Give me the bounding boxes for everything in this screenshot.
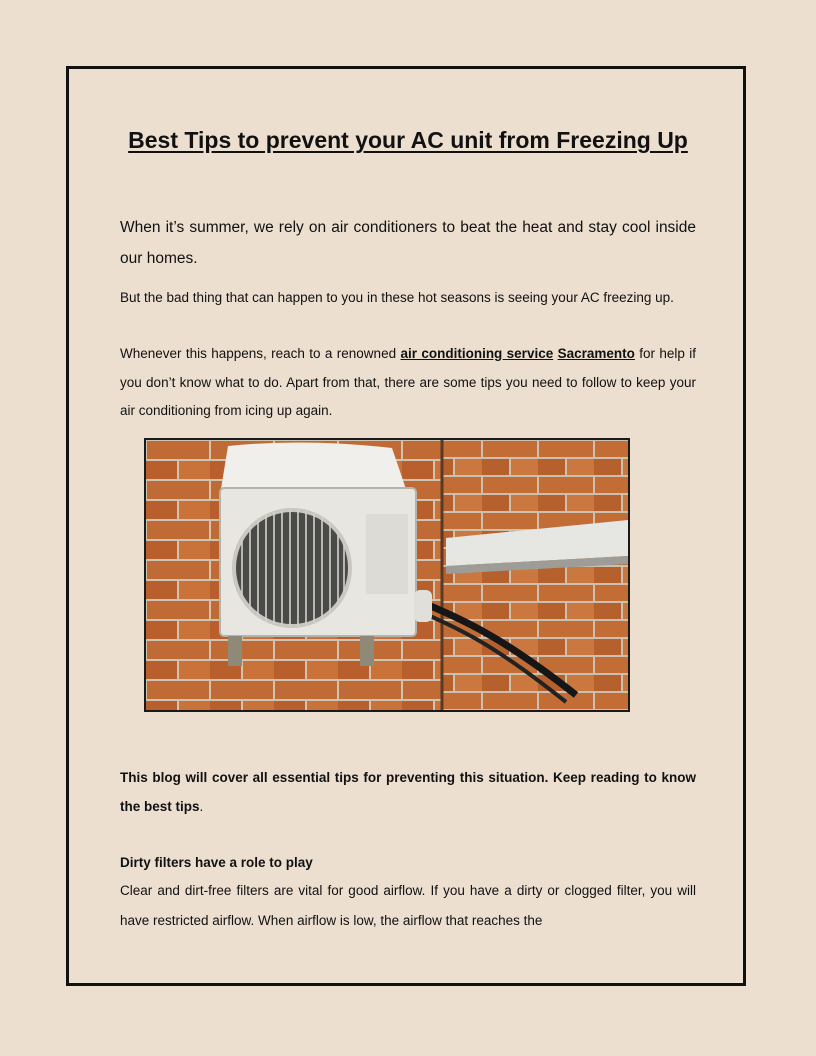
intro-paragraph: When it’s summer, we rely on air conditioners to beat the heat and stay cool inside our homes. — [120, 219, 696, 267]
blog-intro-period: . — [199, 799, 204, 814]
mount-bracket-left — [228, 636, 242, 666]
blog-intro-bold: This blog will cover all essential tips for preventing this situation. Keep reading to know the best tips — [120, 770, 696, 814]
sacramento-link[interactable]: Sacramento — [557, 346, 635, 361]
air-conditioning-service-link[interactable]: air conditioning service — [400, 346, 554, 361]
brick-wall-right — [441, 440, 628, 710]
mount-bracket-right — [360, 636, 374, 666]
blog-intro-paragraph — [120, 763, 696, 821]
service-text-before: Whenever this happens, reach to a renowned — [120, 346, 401, 361]
service-paragraph — [120, 340, 696, 426]
document-title: Best Tips to prevent your AC unit from Freezing Up — [128, 127, 688, 153]
fan-grille — [234, 510, 350, 626]
section-heading-dirty-filters: Dirty filters have a role to play — [120, 855, 313, 870]
service-text-after: for help if you don’t know what to do. Apart from that, there are some tips you need to follow to keep your air conditioning from icing up again. — [120, 346, 697, 418]
freezing-paragraph: But the bad thing that can happen to you in these hot seasons is seeing your AC freezing up. — [120, 290, 674, 305]
ac-unit-photo — [144, 438, 630, 712]
filters-paragraph: Clear and dirt-free filters are vital for good airflow. If you have a dirty or clogged filter, you will have restricted airflow. When airflow is low, the airflow that reaches the — [120, 883, 696, 928]
